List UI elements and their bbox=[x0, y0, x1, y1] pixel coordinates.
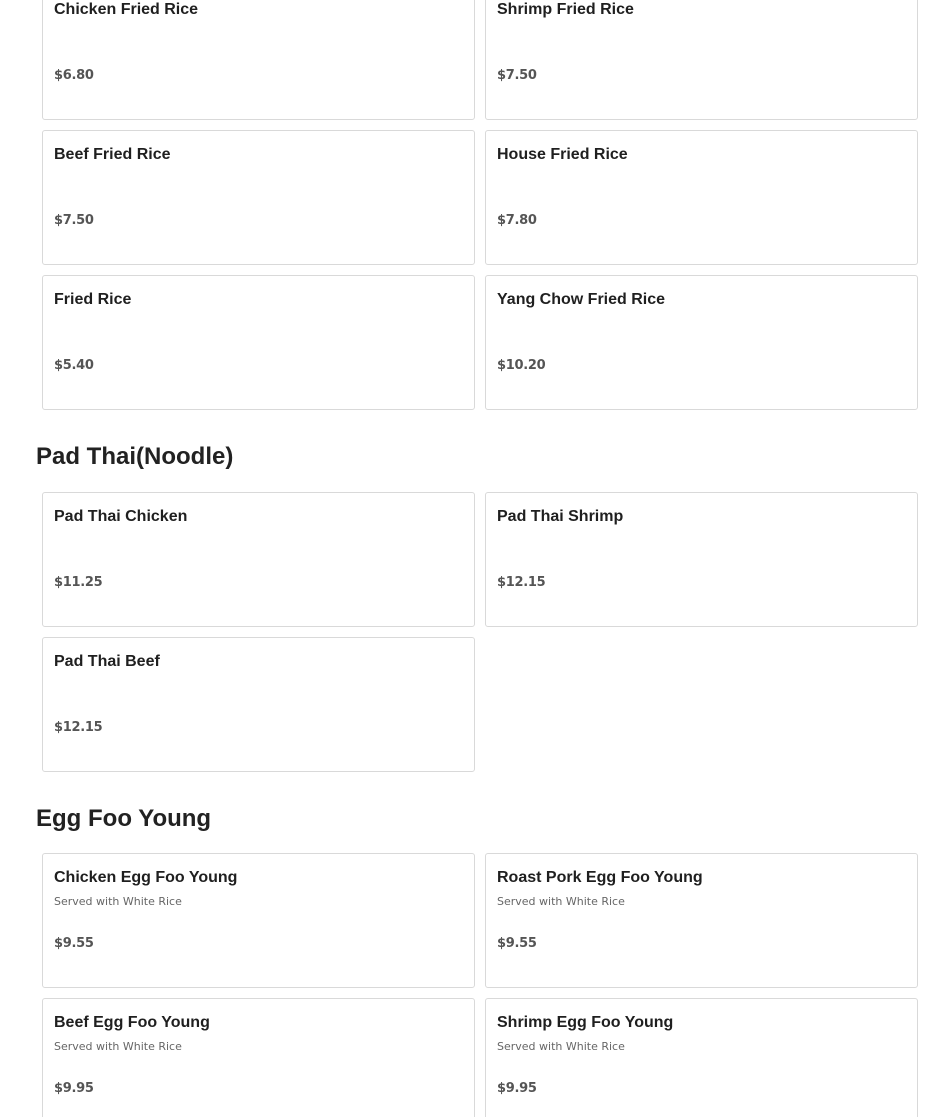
item-price: $9.95 bbox=[54, 1081, 94, 1096]
item-name: Shrimp Fried Rice bbox=[497, 1, 634, 18]
item-price: $10.20 bbox=[497, 358, 546, 373]
section-title-pad-thai: Pad Thai(Noodle) bbox=[36, 443, 234, 470]
item-price: $12.15 bbox=[54, 720, 103, 735]
item-description: Served with White Rice bbox=[54, 1040, 182, 1053]
menu-item-card-beef-fried-rice[interactable] bbox=[42, 130, 475, 265]
item-price: $7.50 bbox=[497, 68, 537, 83]
menu-item-card-chicken-fried-rice[interactable] bbox=[42, 0, 475, 120]
menu-item-card-shrimp-egg-foo-young[interactable] bbox=[485, 998, 918, 1117]
item-price: $7.80 bbox=[497, 213, 537, 228]
menu-item-card-pad-thai-beef[interactable] bbox=[42, 637, 475, 772]
item-description: Served with White Rice bbox=[497, 1040, 625, 1053]
item-price: $5.40 bbox=[54, 358, 94, 373]
item-price: $9.95 bbox=[497, 1081, 537, 1096]
item-name: House Fried Rice bbox=[497, 146, 628, 163]
item-name: Chicken Egg Foo Young bbox=[54, 869, 238, 886]
item-name: Fried Rice bbox=[54, 291, 132, 308]
menu-item-card-roast-pork-egg-foo-young[interactable] bbox=[485, 853, 918, 988]
item-name: Beef Fried Rice bbox=[54, 146, 171, 163]
item-price: $11.25 bbox=[54, 575, 103, 590]
menu-item-card-yang-chow-fried-rice[interactable] bbox=[485, 275, 918, 410]
item-name: Roast Pork Egg Foo Young bbox=[497, 869, 703, 886]
item-price: $9.55 bbox=[54, 936, 94, 951]
menu-item-card-shrimp-fried-rice[interactable] bbox=[485, 0, 918, 120]
item-name: Yang Chow Fried Rice bbox=[497, 291, 666, 308]
item-price: $9.55 bbox=[497, 936, 537, 951]
item-description: Served with White Rice bbox=[54, 895, 182, 908]
item-price: $12.15 bbox=[497, 575, 546, 590]
item-price: $7.50 bbox=[54, 213, 94, 228]
item-name: Pad Thai Shrimp bbox=[497, 508, 624, 525]
menu-item-card-beef-egg-foo-young[interactable] bbox=[42, 998, 475, 1117]
menu-item-card-house-fried-rice[interactable] bbox=[485, 130, 918, 265]
item-name: Shrimp Egg Foo Young bbox=[497, 1014, 674, 1031]
item-name: Beef Egg Foo Young bbox=[54, 1014, 210, 1031]
menu-item-card-chicken-egg-foo-young[interactable] bbox=[42, 853, 475, 988]
item-price: $6.80 bbox=[54, 68, 94, 83]
menu-item-card-pad-thai-shrimp[interactable] bbox=[485, 492, 918, 627]
item-description: Served with White Rice bbox=[497, 895, 625, 908]
section-title-egg-foo-young: Egg Foo Young bbox=[36, 805, 212, 832]
menu-item-card-pad-thai-chicken[interactable] bbox=[42, 492, 475, 627]
item-name: Pad Thai Beef bbox=[54, 653, 160, 670]
menu-item-card-fried-rice[interactable] bbox=[42, 275, 475, 410]
item-name: Pad Thai Chicken bbox=[54, 508, 188, 525]
item-name: Chicken Fried Rice bbox=[54, 1, 199, 18]
